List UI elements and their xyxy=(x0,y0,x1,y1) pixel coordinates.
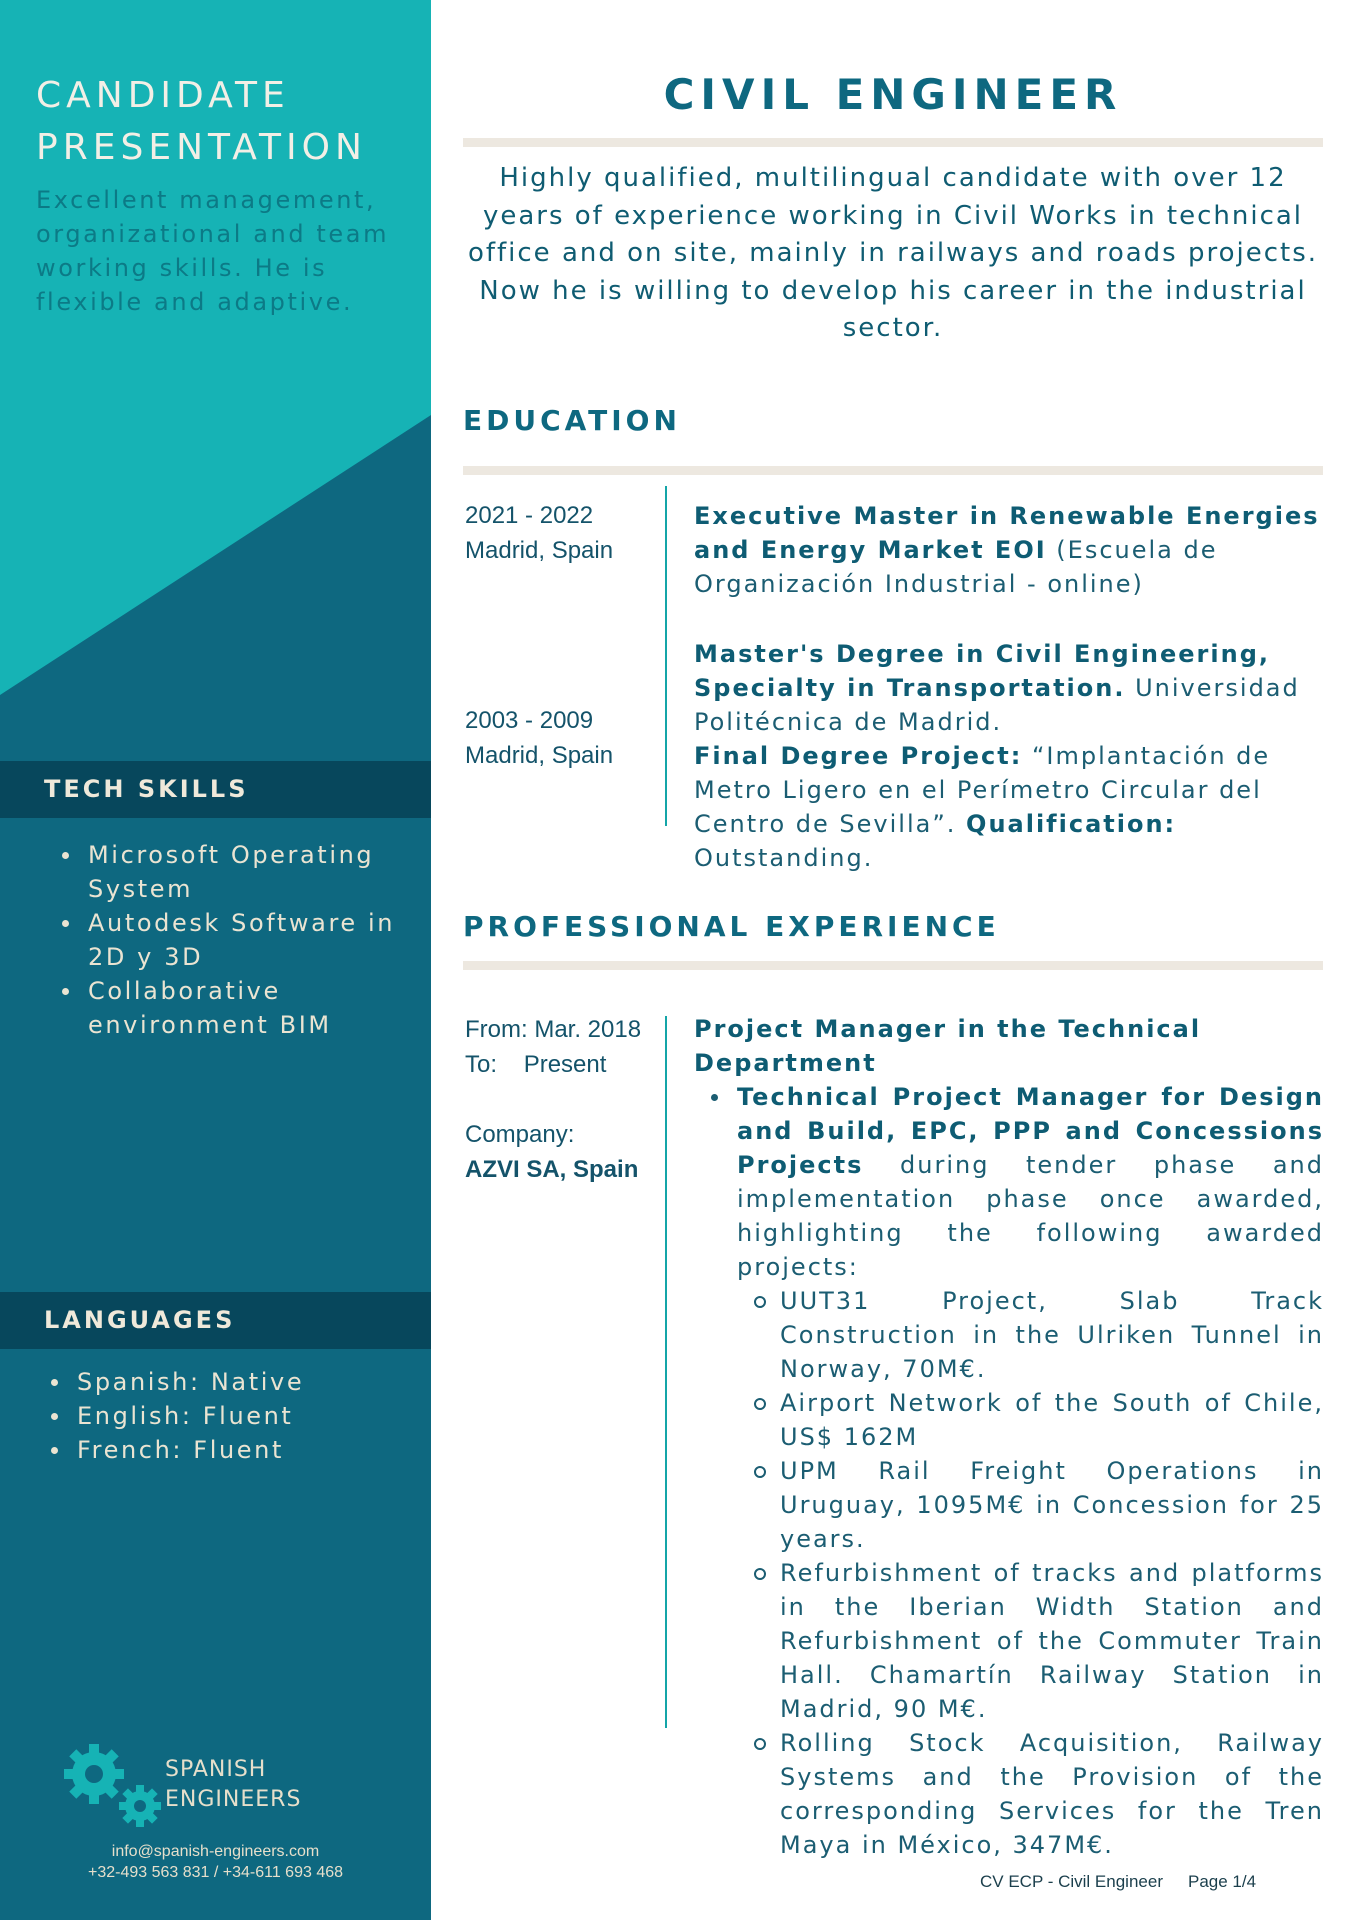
experience-entry xyxy=(694,1012,1324,1862)
tech-skills-list xyxy=(60,838,415,1042)
education-location: Madrid, Spain xyxy=(465,742,614,769)
duty-title: Technical Project Manager for Design and Build, EPC, PPP and Concessions Projects xyxy=(737,1083,1324,1179)
candidate-presentation-heading xyxy=(36,70,426,174)
duty-item xyxy=(737,1080,1324,1862)
final-project-label: Final Degree Project: xyxy=(694,742,1023,770)
logo-line2: ENGINEERS xyxy=(165,1787,302,1812)
spacer xyxy=(465,1082,641,1117)
duty-description: during tender phase and implementation phase once awarded, highlighting the following awarded projects: xyxy=(737,1151,1324,1281)
experience-role: Project Manager in the Technical Department xyxy=(694,1015,1202,1077)
experience-meta xyxy=(465,1012,641,1187)
presentation-heading-line1: CANDIDATE xyxy=(36,75,290,116)
experience-timeline-line xyxy=(665,1016,667,1728)
footer-document-name: CV ECP - Civil Engineer xyxy=(980,1872,1163,1891)
experience-to-label: To: xyxy=(465,1051,498,1078)
education-institution: (Escuela de Organización Industrial - online) xyxy=(694,536,1218,598)
qualification-label: Qualification: xyxy=(966,810,1177,838)
experience-duties xyxy=(694,1080,1324,1862)
experience-divider xyxy=(463,961,1323,970)
profile-summary: Highly qualified, multilingual candidate with over 12 years of experience working in Civil Works in technical office and on site, mainly in railways and roads projects. Now he is willing to develop his career in the industrial sector. xyxy=(467,163,1319,343)
languages-list xyxy=(49,1365,409,1467)
education-date-1 xyxy=(465,498,613,568)
qualification-value: Outstanding. xyxy=(694,844,874,872)
contact-email[interactable]: info@spanish-engineers.com xyxy=(111,1843,320,1860)
language-item: English: Fluent xyxy=(49,1399,409,1433)
experience-heading: PROFESSIONAL EXPERIENCE xyxy=(463,910,1000,943)
footer-page-number: Page 1/4 xyxy=(1188,1872,1257,1891)
education-years: 2003 - 2009 xyxy=(465,707,594,734)
experience-to-value: Present xyxy=(523,1051,607,1078)
project-item: Airport Network of the South of Chile, US$ 162M xyxy=(780,1386,1324,1454)
education-degree: Executive Master in Renewable Energies and Energy Market EOI xyxy=(694,502,1320,564)
project-item: Rolling Stock Acquisition, Railway Systems and the Provision of the corresponding Services for the Tren Maya in México, 347M€. xyxy=(780,1726,1324,1862)
education-years: 2021 - 2022 xyxy=(465,502,594,529)
awarded-projects-list xyxy=(737,1284,1324,1862)
presentation-heading-line2: PRESENTATION xyxy=(36,127,367,168)
logo-line1: SPANISH xyxy=(165,1757,267,1782)
company-label: Company: xyxy=(465,1121,575,1148)
title-divider xyxy=(463,138,1323,147)
education-location: Madrid, Spain xyxy=(465,537,614,564)
project-item: UUT31 Project, Slab Track Construction in the Ulriken Tunnel in Norway, 70M€. xyxy=(780,1284,1324,1386)
tech-skills-heading: TECH SKILLS xyxy=(0,761,431,818)
language-item: Spanish: Native xyxy=(49,1365,409,1399)
education-entry-1 xyxy=(694,499,1324,601)
project-item: Refurbishment of tracks and platforms in the Iberian Width Station and Refurbishment of the Commuter Train Hall. Chamartín Railway Station in Madrid, 90 M€. xyxy=(780,1556,1324,1726)
education-entry-2 xyxy=(694,637,1324,875)
candidate-summary: Excellent management, organizational and team working skills. He is flexible and adaptive. xyxy=(36,186,390,316)
company-name: AZVI SA, Spain xyxy=(465,1156,639,1183)
contact-phone: +32-493 563 831 / +34-611 693 468 xyxy=(87,1864,344,1881)
education-degree: Master's Degree in Civil Engineering, Specialty in Transportation. xyxy=(694,640,1270,702)
experience-from: From: Mar. 2018 xyxy=(465,1016,642,1043)
education-timeline-line xyxy=(665,486,667,826)
project-item: UPM Rail Freight Operations in Uruguay, 1095M€ in Concession for 25 years. xyxy=(780,1454,1324,1556)
education-heading: EDUCATION xyxy=(463,404,681,437)
education-institution: Universidad Politécnica de Madrid. xyxy=(694,674,1300,736)
experience-to xyxy=(465,1047,641,1082)
page-title: CIVIL ENGINEER xyxy=(663,70,1123,119)
sidebar xyxy=(0,0,431,1920)
final-project-title: “Implantación de Metro Ligero en el Perímetro Circular del Centro de Sevilla”. xyxy=(694,742,1271,838)
tech-skill-item: Autodesk Software in 2D y 3D xyxy=(60,906,415,974)
languages-heading: LANGUAGES xyxy=(0,1292,431,1349)
tech-skill-item: Collaborative environment BIM xyxy=(60,974,415,1042)
logo-text xyxy=(165,1755,301,1815)
education-divider xyxy=(463,466,1323,475)
tech-skill-item: Microsoft Operating System xyxy=(60,838,415,906)
language-item: French: Fluent xyxy=(49,1433,409,1467)
education-date-2 xyxy=(465,703,613,773)
